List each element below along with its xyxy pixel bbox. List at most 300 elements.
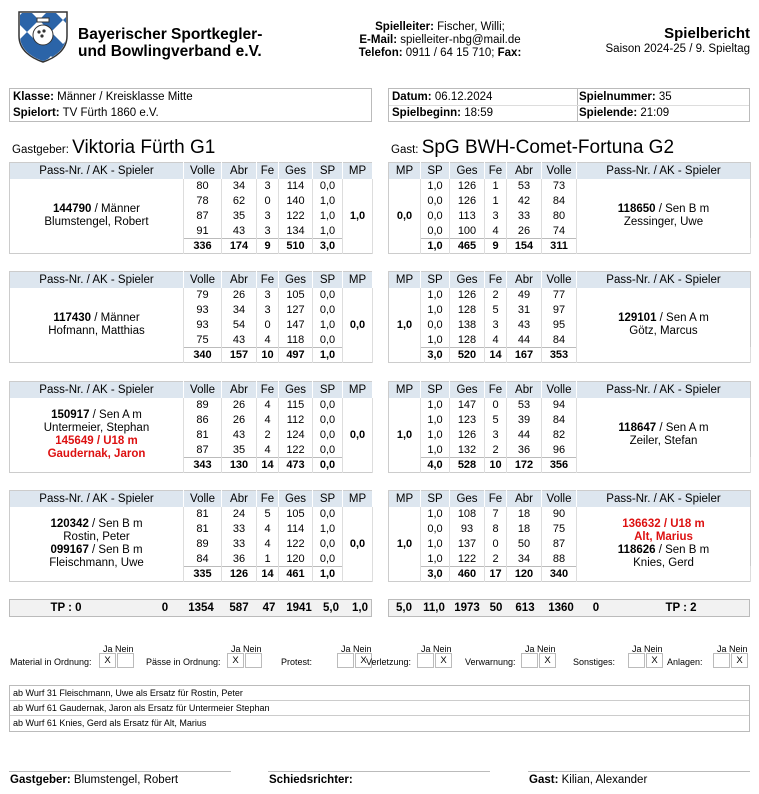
cell: 36 <box>222 552 257 567</box>
cell: 4 <box>485 224 507 239</box>
sum-cell: 528 <box>450 458 485 473</box>
cell: 75 <box>184 333 222 348</box>
header-row <box>10 272 373 288</box>
header-row <box>389 163 751 179</box>
cell: 0,0 <box>313 552 343 567</box>
nein-checkbox[interactable] <box>117 653 134 668</box>
cell: 3 <box>257 179 279 194</box>
cell: 122 <box>279 537 313 552</box>
col-ges: Ges <box>279 163 313 179</box>
col-sp: SP <box>313 491 343 507</box>
cell: 7 <box>485 507 507 522</box>
total-value: 1360 <box>548 602 574 614</box>
cell: 87 <box>184 443 222 458</box>
total-value: 5,0 <box>396 602 412 614</box>
cell: 80 <box>542 209 577 224</box>
cell: 3 <box>257 224 279 239</box>
cell: 114 <box>279 179 313 194</box>
note-line: ab Wurf 61 Gaudernak, Jaron als Ersatz für Untermeier Stephan <box>10 701 749 716</box>
cell: 1,0 <box>421 552 450 567</box>
mp-cell: 1,0 <box>389 398 421 473</box>
total-value: 0 <box>592 602 600 614</box>
home-game-table <box>9 162 373 254</box>
cell: 1,0 <box>421 179 450 194</box>
cell: 4 <box>485 333 507 348</box>
col-volle: Volle <box>542 163 577 179</box>
cell: 126 <box>450 288 485 303</box>
ja-nein-label: Ja Nein <box>341 644 372 654</box>
cell: 77 <box>542 288 577 303</box>
col-volle: Volle <box>542 272 577 288</box>
cell: 33 <box>222 522 257 537</box>
check-label: Verwarnung: <box>465 657 516 667</box>
info-box-left: Klasse: Männer / Kreisklasse Mitte Spielort: TV Fürth 1860 e.V. <box>9 88 372 122</box>
cell: 1,0 <box>313 209 343 224</box>
sum-cell: 157 <box>222 348 257 363</box>
sum-cell: 353 <box>542 348 577 363</box>
sum-cell: 311 <box>542 239 577 254</box>
season: Saison 2024-25 / 9. Spieltag <box>605 43 750 55</box>
cell: 138 <box>450 318 485 333</box>
signature-guest: Gast: Kilian, Alexander <box>529 774 648 786</box>
cell: 84 <box>542 333 577 348</box>
col-abr: Abr <box>507 382 542 398</box>
player-name: Rostin, Peter <box>63 530 130 543</box>
cell: 0,0 <box>421 194 450 209</box>
player-name: Fleischmann, Uwe <box>49 556 144 569</box>
cell: 43 <box>222 428 257 443</box>
cell: 147 <box>450 398 485 413</box>
col-volle: Volle <box>184 382 222 398</box>
cell: 34 <box>507 552 542 567</box>
header-row <box>389 382 751 398</box>
sum-cell: 9 <box>257 239 279 254</box>
cell: 3 <box>485 318 507 333</box>
col-volle: Volle <box>542 382 577 398</box>
cell: 1 <box>485 194 507 209</box>
cell: 53 <box>507 398 542 413</box>
sum-cell: 340 <box>542 567 577 582</box>
cell: 3 <box>485 428 507 443</box>
sum-cell: 4,0 <box>421 458 450 473</box>
col-ges: Ges <box>450 163 485 179</box>
check-label: Anlagen: <box>667 657 703 667</box>
cell: 4 <box>257 413 279 428</box>
cell: 2 <box>485 552 507 567</box>
player-name: Gaudernak, Jaron <box>47 447 146 460</box>
cell: 84 <box>542 194 577 209</box>
ja-checkbox[interactable] <box>337 653 354 668</box>
cell: 81 <box>184 522 222 537</box>
sum-cell: 126 <box>222 567 257 582</box>
sum-cell: 120 <box>507 567 542 582</box>
player-cell: 144790 / Männer Blumstengel, Robert <box>10 179 184 254</box>
col-player: Pass-Nr. / AK - Spieler <box>10 163 184 179</box>
guest-game-table <box>388 162 751 254</box>
cell: 53 <box>507 179 542 194</box>
col-ges: Ges <box>450 382 485 398</box>
total-value: 11,0 <box>423 602 445 614</box>
cell: 93 <box>184 303 222 318</box>
cell: 126 <box>450 428 485 443</box>
guest-game-table <box>388 490 751 582</box>
cell: 39 <box>507 413 542 428</box>
ja-checkbox[interactable] <box>417 653 434 668</box>
sum-cell: 154 <box>507 239 542 254</box>
player-cell: 120342 / Sen B m Rostin, Peter 099167 / Sen B m Fleischmann, Uwe <box>10 507 184 582</box>
col-fe: Fe <box>257 272 279 288</box>
cell: 54 <box>222 318 257 333</box>
throw-row <box>10 179 373 194</box>
col-fe: Fe <box>257 163 279 179</box>
cell: 36 <box>507 443 542 458</box>
total-value: 50 <box>489 602 503 614</box>
cell: 1 <box>485 179 507 194</box>
bskv-logo <box>15 8 71 64</box>
nein-checkbox[interactable]: X <box>435 653 452 668</box>
player-name: Blumstengel, Robert <box>44 215 149 228</box>
player-cell: 117430 / Männer Hofmann, Matthias <box>10 288 184 363</box>
cell: 26 <box>222 288 257 303</box>
total-value: 0 <box>161 602 169 614</box>
player-name: Zeiler, Stefan <box>629 434 698 447</box>
cell: 91 <box>184 224 222 239</box>
report-title: Spielbericht <box>664 25 750 42</box>
cell: 35 <box>222 443 257 458</box>
cell: 0,0 <box>421 224 450 239</box>
cell: 0 <box>257 318 279 333</box>
cell: 127 <box>279 303 313 318</box>
cell: 1,0 <box>421 288 450 303</box>
mp-cell: 0,0 <box>343 398 373 473</box>
signature-home: Gastgeber: Blumstengel, Robert <box>10 774 179 786</box>
cell: 112 <box>279 413 313 428</box>
col-mp: MP <box>389 272 421 288</box>
cell: 124 <box>279 428 313 443</box>
cell: 43 <box>222 224 257 239</box>
cell: 122 <box>450 552 485 567</box>
notes-box <box>9 685 750 732</box>
player-name: Knies, Gerd <box>633 556 694 569</box>
cell: 120 <box>279 552 313 567</box>
col-ges: Ges <box>450 491 485 507</box>
cell: 0,0 <box>421 318 450 333</box>
cell: 1,0 <box>313 224 343 239</box>
contact-info: Spielleiter: Fischer, Willi; E-Mail: spielleiter-nbg@mail.de Telefon: 0911 / 64 15 710; Fax: <box>358 21 522 59</box>
cell: 0,0 <box>313 179 343 194</box>
sum-cell: 14 <box>257 458 279 473</box>
cell: 0,0 <box>313 507 343 522</box>
guest-totals <box>388 599 750 617</box>
player-cell: 150917 / Sen A m Untermeier, Stephan 145649 / U18 m Gaudernak, Jaron <box>10 398 184 473</box>
cell: 87 <box>542 537 577 552</box>
home-team: Gastgeber: Viktoria Fürth G1 <box>12 137 216 158</box>
ja-nein-label: Ja Nein <box>103 644 134 654</box>
cell: 18 <box>507 507 542 522</box>
sum-cell: 461 <box>279 567 313 582</box>
sum-cell: 1,0 <box>313 348 343 363</box>
cell: 118 <box>279 333 313 348</box>
cell: 0,0 <box>421 522 450 537</box>
col-fe: Fe <box>257 491 279 507</box>
sum-cell: 167 <box>507 348 542 363</box>
cell: 43 <box>507 318 542 333</box>
cell: 108 <box>450 507 485 522</box>
header-row <box>10 382 373 398</box>
cell: 78 <box>184 194 222 209</box>
cell: 115 <box>279 398 313 413</box>
player-name: Untermeier, Stephan <box>43 421 150 434</box>
sum-cell: 356 <box>542 458 577 473</box>
cell: 1,0 <box>421 537 450 552</box>
signature-referee: Schiedsrichter: <box>269 774 353 786</box>
nein-checkbox[interactable]: X <box>355 653 372 668</box>
total-value: TP : 2 <box>665 602 697 614</box>
cell: 126 <box>450 179 485 194</box>
sum-cell: 1,0 <box>313 567 343 582</box>
mp-cell: 0,0 <box>343 507 373 582</box>
ja-checkbox[interactable]: X <box>99 653 116 668</box>
cell: 18 <box>507 522 542 537</box>
cell: 34 <box>222 303 257 318</box>
cell: 4 <box>257 522 279 537</box>
col-player: Pass-Nr. / AK - Spieler <box>577 163 751 179</box>
throw-row <box>389 398 751 413</box>
cell: 86 <box>184 413 222 428</box>
cell: 0,0 <box>313 428 343 443</box>
cell: 8 <box>485 522 507 537</box>
col-ges: Ges <box>279 382 313 398</box>
sum-cell: 520 <box>450 348 485 363</box>
cell: 74 <box>542 224 577 239</box>
throw-row <box>10 507 373 522</box>
throw-row <box>10 398 373 413</box>
sum-cell: 172 <box>507 458 542 473</box>
player-name: Götz, Marcus <box>629 324 698 337</box>
cell: 34 <box>222 179 257 194</box>
cell: 114 <box>279 522 313 537</box>
sum-cell: 10 <box>257 348 279 363</box>
cell: 0 <box>485 398 507 413</box>
cell: 80 <box>184 179 222 194</box>
cell: 0,0 <box>313 303 343 318</box>
cell: 5 <box>485 413 507 428</box>
throw-row <box>389 507 751 522</box>
total-value: 1354 <box>188 602 214 614</box>
ja-nein-label: Ja Nein <box>717 644 748 654</box>
signature-line-home <box>9 771 231 772</box>
total-value: 47 <box>262 602 276 614</box>
mp-cell: 1,0 <box>389 288 421 363</box>
cell: 73 <box>542 179 577 194</box>
note-line: ab Wurf 31 Fleischmann, Uwe als Ersatz für Rostin, Peter <box>10 686 749 701</box>
cell: 105 <box>279 507 313 522</box>
nein-checkbox[interactable]: X <box>731 653 748 668</box>
cell: 42 <box>507 194 542 209</box>
cell: 137 <box>450 537 485 552</box>
cell: 49 <box>507 288 542 303</box>
cell: 81 <box>184 507 222 522</box>
cell: 0,0 <box>313 288 343 303</box>
cell: 89 <box>184 398 222 413</box>
cell: 24 <box>222 507 257 522</box>
col-sp: SP <box>313 163 343 179</box>
cell: 1,0 <box>421 303 450 318</box>
sum-cell: 510 <box>279 239 313 254</box>
cell: 4 <box>257 443 279 458</box>
cell: 100 <box>450 224 485 239</box>
ja-checkbox[interactable] <box>628 653 645 668</box>
nein-checkbox[interactable]: X <box>539 653 556 668</box>
cell: 4 <box>257 333 279 348</box>
cell: 1 <box>257 552 279 567</box>
cell: 1,0 <box>421 333 450 348</box>
home-totals <box>9 599 372 617</box>
cell: 2 <box>257 428 279 443</box>
cell: 95 <box>542 318 577 333</box>
col-mp: MP <box>343 163 373 179</box>
sum-cell: 3,0 <box>421 348 450 363</box>
col-volle: Volle <box>184 272 222 288</box>
mp-cell: 1,0 <box>389 507 421 582</box>
home-game-table <box>9 271 373 363</box>
sum-cell: 497 <box>279 348 313 363</box>
cell: 113 <box>450 209 485 224</box>
col-abr: Abr <box>507 272 542 288</box>
cell: 4 <box>257 398 279 413</box>
col-player: Pass-Nr. / AK - Spieler <box>10 491 184 507</box>
cell: 82 <box>542 428 577 443</box>
col-fe: Fe <box>257 382 279 398</box>
cell: 128 <box>450 333 485 348</box>
ja-checkbox[interactable]: X <box>227 653 244 668</box>
sum-cell: 3,0 <box>421 567 450 582</box>
total-value: 587 <box>229 602 249 614</box>
nein-checkbox[interactable]: X <box>646 653 663 668</box>
ja-nein-label: Ja Nein <box>421 644 452 654</box>
cell: 2 <box>485 443 507 458</box>
cell: 26 <box>222 398 257 413</box>
cell: 1,0 <box>421 443 450 458</box>
sum-cell: 335 <box>184 567 222 582</box>
header-row <box>10 491 373 507</box>
cell: 81 <box>184 428 222 443</box>
sum-cell: 336 <box>184 239 222 254</box>
guest-game-table <box>388 271 751 363</box>
player-name: Zessinger, Uwe <box>623 215 704 228</box>
col-player: Pass-Nr. / AK - Spieler <box>10 382 184 398</box>
cell: 35 <box>222 209 257 224</box>
cell: 88 <box>542 552 577 567</box>
sum-cell: 460 <box>450 567 485 582</box>
cell: 4 <box>257 537 279 552</box>
sum-cell: 9 <box>485 239 507 254</box>
cell: 75 <box>542 522 577 537</box>
player-cell: 136632 / U18 m Alt, Marius 118626 / Sen B m Knies, Gerd <box>577 507 751 582</box>
sum-cell: 3,0 <box>313 239 343 254</box>
header-row <box>389 272 751 288</box>
total-value: TP : 0 <box>50 602 82 614</box>
player-name: Hofmann, Matthias <box>48 324 145 337</box>
cell: 126 <box>450 194 485 209</box>
cell: 44 <box>507 333 542 348</box>
sum-cell: 340 <box>184 348 222 363</box>
cell: 1,0 <box>421 413 450 428</box>
organization-name: Bayerischer Sportkegler- und Bowlingverband e.V. <box>78 26 263 60</box>
ja-checkbox[interactable] <box>713 653 730 668</box>
info-box-right: Datum: 06.12.2024 Spielbeginn: 18:59 Spielnummer: 35 Spielende: 21:09 <box>388 88 750 122</box>
cell: 50 <box>507 537 542 552</box>
cell: 62 <box>222 194 257 209</box>
cell: 89 <box>184 537 222 552</box>
throw-row <box>389 288 751 303</box>
cell: 0,0 <box>313 333 343 348</box>
cell: 5 <box>485 303 507 318</box>
sum-cell: 130 <box>222 458 257 473</box>
guest-team: Gast: SpG BWH-Comet-Fortuna G2 <box>391 137 675 158</box>
cell: 147 <box>279 318 313 333</box>
cell: 1,0 <box>421 507 450 522</box>
player-cell: 118647 / Sen A m Zeiler, Stefan <box>577 398 751 473</box>
nein-checkbox[interactable] <box>245 653 262 668</box>
cell: 0,0 <box>313 443 343 458</box>
cell: 96 <box>542 443 577 458</box>
col-abr: Abr <box>222 382 257 398</box>
sum-cell: 0,0 <box>313 458 343 473</box>
col-ges: Ges <box>279 491 313 507</box>
total-value: 1973 <box>454 602 480 614</box>
sum-cell: 14 <box>257 567 279 582</box>
cell: 128 <box>450 303 485 318</box>
cell: 43 <box>222 333 257 348</box>
ja-nein-label: Ja Nein <box>525 644 556 654</box>
cell: 3 <box>257 303 279 318</box>
note-line: ab Wurf 61 Knies, Gerd als Ersatz für Alt, Marius <box>13 718 207 728</box>
ja-checkbox[interactable] <box>521 653 538 668</box>
throw-row <box>389 179 751 194</box>
col-volle: Volle <box>184 491 222 507</box>
cell: 97 <box>542 303 577 318</box>
mp-cell: 0,0 <box>389 179 421 254</box>
col-sp: SP <box>313 272 343 288</box>
home-game-table <box>9 381 373 473</box>
sum-cell: 465 <box>450 239 485 254</box>
check-label: Protest: <box>281 657 313 667</box>
header-row <box>10 163 373 179</box>
col-player: Pass-Nr. / AK - Spieler <box>577 382 751 398</box>
col-sp: SP <box>421 163 450 179</box>
home-game-table <box>9 490 373 582</box>
guest-game-table <box>388 381 751 473</box>
cell: 105 <box>279 288 313 303</box>
sum-cell: 473 <box>279 458 313 473</box>
cell: 26 <box>222 413 257 428</box>
col-volle: Volle <box>184 163 222 179</box>
ja-nein-label: Ja Nein <box>231 644 262 654</box>
player-cell: 129101 / Sen A m Götz, Marcus <box>577 288 751 363</box>
col-fe: Fe <box>485 382 507 398</box>
cell: 123 <box>450 413 485 428</box>
cell: 84 <box>184 552 222 567</box>
col-mp: MP <box>343 272 373 288</box>
sum-cell: 10 <box>485 458 507 473</box>
cell: 140 <box>279 194 313 209</box>
signature-line-referee <box>268 771 490 772</box>
cell: 3 <box>257 288 279 303</box>
sum-cell: 1,0 <box>421 239 450 254</box>
player-name: Alt, Marius <box>634 530 693 543</box>
mp-cell: 0,0 <box>343 288 373 363</box>
